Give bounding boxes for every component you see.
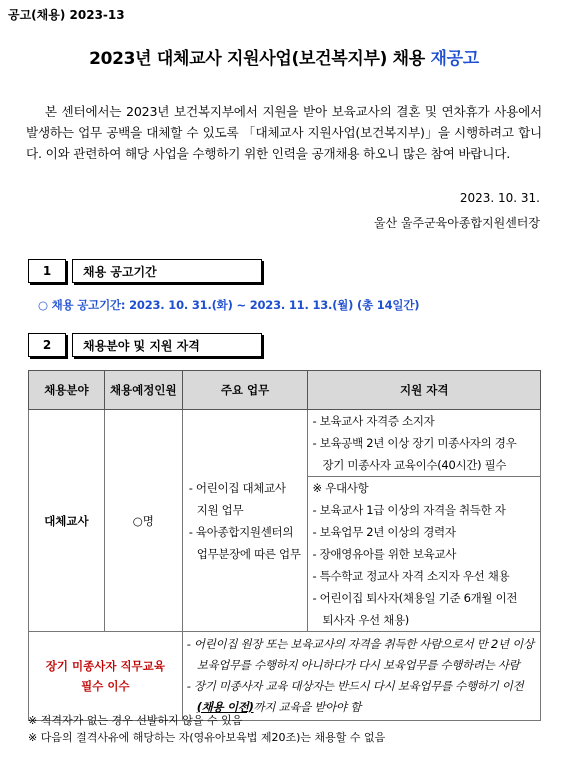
qualification-line: 장기 미종사자 교육이수(40시간) 필수	[322, 458, 507, 472]
duty-line: 지원 업무	[196, 502, 244, 517]
qualification-line: - 특수학교 정교사 자격 소지자 우선 채용	[312, 569, 510, 583]
section-1-header	[28, 259, 262, 283]
title-main: 2023년 대체교사 지원사업(보건복지부) 채용	[89, 49, 431, 69]
education-rest: 까지 교육을 받아야 함	[253, 700, 361, 714]
preferred-heading: ※ 우대사항	[312, 481, 369, 495]
qualification-preferred-cell	[308, 477, 541, 632]
qualification-line: - 보육공백 2년 이상 장기 미종사자의 경우	[312, 436, 517, 450]
intro-text: 본 센터에서는 2023년 보건복지부에서 지원을 받아 보육교사의 결혼 및 연차휴가 사용에서 발생하는 업무 공백을 대체할 수 있도록 「대체교사 지원사업(보건복지부)」을 시행하려고 합니다. 이와 관련하여 해당 사업을 수행하기 위한 인력을 공개채용 하오니 많은 참여 바랍니다.	[26, 104, 542, 161]
table-header-row	[29, 371, 541, 410]
count-cell: ○명	[104, 410, 182, 632]
note-line: ※ 적격자가 없는 경우 선발하지 않을 수 있음	[28, 714, 243, 727]
education-line: - 어린이집 원장 또는 보육교사의 자격을 취득한 사람으로서 만 2년 이상	[186, 637, 534, 651]
header-count: 채용예정인원	[104, 371, 182, 410]
title-accent: 재공고	[430, 49, 479, 69]
header-duties: 주요 업무	[182, 371, 308, 410]
duty-line: - 육아종합지원센터의	[188, 524, 294, 539]
education-emphasis: (채용 이전)	[196, 700, 254, 714]
qualification-line: 퇴사자 우선 채용)	[322, 613, 409, 627]
header-qualification: 지원 자격	[308, 371, 541, 410]
education-text-cell	[182, 632, 540, 721]
field-cell: 대체교사	[29, 410, 105, 632]
notice-date: 2023. 10. 31.	[459, 191, 540, 205]
intro-paragraph	[26, 101, 542, 164]
section-1-label: 채용 공고기간	[72, 259, 262, 283]
education-line: 보육업무를 수행하지 아니하다가 다시 보육업무를 수행하려는 사람	[196, 658, 520, 672]
notice-number: 공고(채용) 2023-13	[8, 8, 125, 22]
note-line: ※ 다음의 결격사유에 해당하는 자(영유아보육법 제20조)는 채용할 수 없음	[28, 731, 386, 744]
qualification-line: - 보육교사 자격증 소지자	[312, 414, 435, 428]
recruitment-period: ○ 채용 공고기간: 2023. 10. 31.(화) ~ 2023. 11. 13.(월) (총 14일간)	[38, 298, 420, 312]
duties-cell	[182, 410, 308, 632]
education-line: - 장기 미종사자 교육 대상자는 반드시 다시 보육업무를 수행하기 이전	[186, 679, 524, 693]
header-field: 채용분야	[29, 371, 105, 410]
qualification-line: - 장애영유아를 위한 보육교사	[312, 547, 457, 561]
table-row	[29, 410, 541, 477]
duty-line: - 어린이집 대체교사	[188, 480, 286, 495]
issuer: 울산 울주군육아종합지원센터장	[373, 216, 540, 230]
qualification-required-cell	[308, 410, 541, 477]
qualification-line: - 보육업무 2년 이상의 경력자	[312, 525, 456, 539]
page-title	[0, 44, 568, 69]
section-2-number: 2	[28, 333, 66, 357]
qualification-table	[28, 370, 541, 721]
duty-line: 업무분장에 따른 업무	[196, 546, 301, 561]
education-label-cell	[29, 632, 183, 721]
education-label: 필수 이수	[81, 679, 130, 693]
education-label: 장기 미종사자 직무교육	[45, 659, 165, 673]
section-2-header	[28, 333, 262, 357]
qualification-line: - 어린이집 퇴사자(채용일 기준 6개월 이전	[312, 591, 518, 605]
qualification-line: - 보육교사 1급 이상의 자격을 취득한 자	[312, 503, 506, 517]
table-row	[29, 632, 541, 721]
section-1-number: 1	[28, 259, 66, 283]
section-2-label: 채용분야 및 지원 자격	[72, 333, 262, 357]
